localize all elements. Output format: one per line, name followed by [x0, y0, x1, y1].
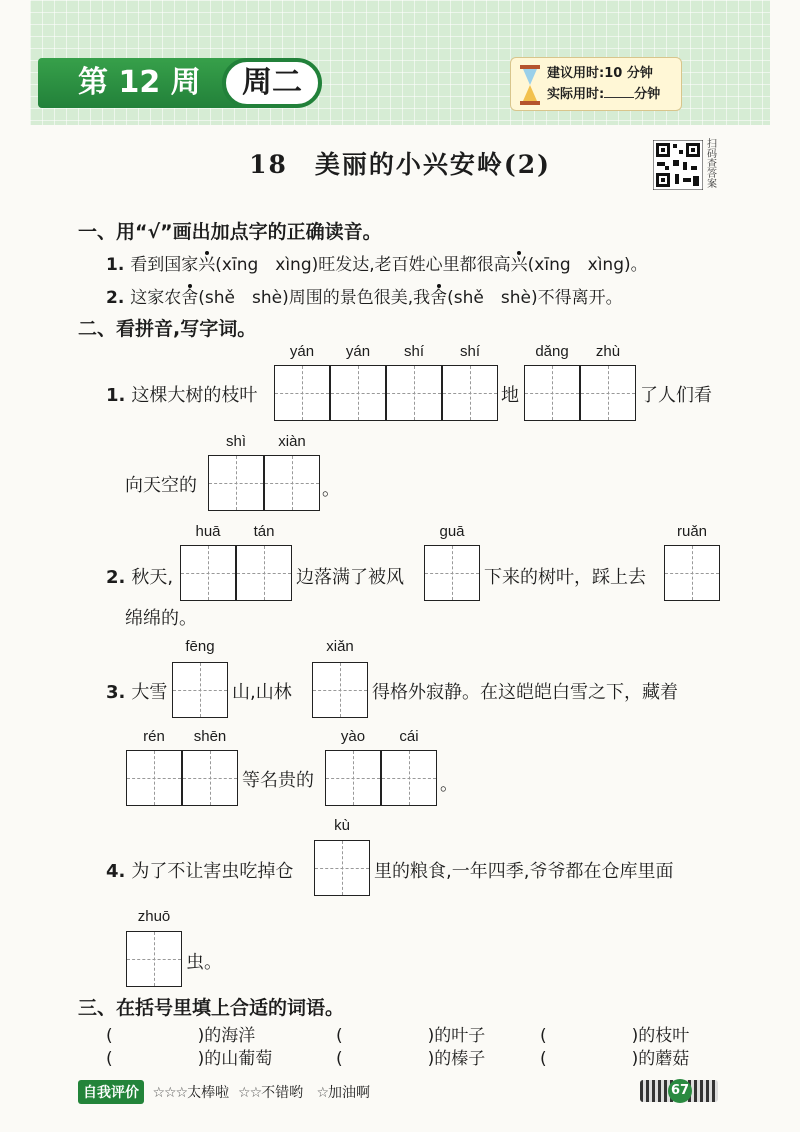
star-icon[interactable]: ☆ — [316, 1085, 329, 1101]
dotted-char: 舍 — [181, 288, 199, 308]
pinyin: guā — [439, 523, 465, 540]
writing-grid[interactable] — [182, 750, 238, 806]
writing-grid[interactable] — [580, 365, 636, 421]
s2q4-text2: 里的粮食,一年四季,爷爷都在仓库里面 — [374, 861, 674, 882]
writing-grid[interactable] — [325, 750, 381, 806]
s2q2-text3: 下来的树叶，踩上去 — [484, 567, 646, 588]
pinyin: rén — [143, 728, 165, 745]
fill-blank[interactable]: ( )的山葡萄 — [106, 1049, 273, 1069]
writing-grid[interactable] — [386, 365, 442, 421]
qr-label: 扫码查答案 — [707, 139, 717, 190]
s2q1-text2: 地 — [501, 385, 519, 406]
pinyin: yán — [289, 343, 315, 360]
pinyin: cái — [399, 728, 419, 745]
pinyin: zhuō — [137, 908, 171, 925]
suggested-time: 建议用时:10 分钟 — [547, 66, 653, 81]
writing-grid[interactable] — [172, 662, 228, 718]
writing-grid[interactable] — [381, 750, 437, 806]
s2q4-text3: 虫。 — [186, 952, 222, 973]
fill-blank[interactable]: ( )的海洋 — [106, 1026, 256, 1046]
s2q3-text5: 。 — [440, 774, 458, 795]
s2q3-text2: 山,山林 — [232, 682, 292, 703]
pinyin: shí — [403, 343, 424, 360]
writing-grid[interactable] — [126, 750, 182, 806]
page-number: 67 — [640, 1080, 718, 1102]
section2-heading: 二、看拼音,写字词。 — [78, 318, 257, 340]
pinyin: xiàn — [278, 433, 306, 450]
writing-grid[interactable] — [208, 455, 264, 511]
pinyin: huā — [195, 523, 221, 540]
pinyin: shí — [459, 343, 480, 360]
pinyin: dǎng — [535, 343, 569, 360]
s2q1-text5: 。 — [322, 479, 340, 500]
dotted-char: 舍 — [430, 288, 448, 308]
fill-blank[interactable]: ( )的叶子 — [336, 1026, 486, 1046]
week-badge: 第 12 周 — [38, 58, 270, 108]
writing-grid[interactable] — [180, 545, 236, 601]
s2q1-text1: 1. 这棵大树的枝叶 — [106, 385, 258, 406]
fill-blank[interactable]: ( )的蘑菇 — [540, 1049, 690, 1069]
writing-grid[interactable] — [312, 662, 368, 718]
pinyin: yào — [340, 728, 366, 745]
s2q3-text3: 得格外寂静。在这皑皑白雪之下，藏着 — [372, 682, 678, 703]
writing-grid[interactable] — [524, 365, 580, 421]
day-badge: 周二 — [222, 58, 322, 108]
s2q3-text4: 等名贵的 — [242, 770, 314, 791]
self-evaluation: 自我评价 ☆☆☆太棒啦 ☆☆不错哟 ☆加油啊 — [78, 1080, 370, 1104]
s2q3-text1: 3. 大雪 — [106, 682, 168, 703]
eval-label: 自我评价 — [78, 1080, 144, 1104]
writing-grid[interactable] — [424, 545, 480, 601]
section1-q1: 1. 看到国家兴(xīng xìng)旺发达,老百姓心里都很高兴(xīng xìng)。 — [106, 255, 648, 275]
section1-q2: 2. 这家农舍(shě shè)周围的景色很美,我舍(shě shè)不得离开。 — [106, 288, 623, 308]
fill-blank[interactable]: ( )的榛子 — [336, 1049, 486, 1069]
writing-grid[interactable] — [274, 365, 330, 421]
writing-grid[interactable] — [664, 545, 720, 601]
section3-heading: 三、在括号里填上合适的词语。 — [78, 997, 345, 1019]
pinyin: zhù — [595, 343, 621, 360]
pinyin: ruǎn — [676, 523, 708, 540]
writing-grid[interactable] — [442, 365, 498, 421]
dotted-char: 兴 — [198, 255, 216, 275]
s2q1-text4: 向天空的 — [125, 475, 197, 496]
writing-grid[interactable] — [314, 840, 370, 896]
s2q1-text3: 了人们看 — [640, 385, 712, 406]
dotted-char: 兴 — [510, 255, 528, 275]
writing-grid[interactable] — [264, 455, 320, 511]
star-icon[interactable]: ☆☆☆ — [152, 1085, 188, 1101]
writing-grid[interactable] — [236, 545, 292, 601]
s2q2-text1: 2. 秋天, — [106, 567, 174, 588]
fill-blank[interactable]: ( )的枝叶 — [540, 1026, 690, 1046]
pinyin: kù — [334, 817, 350, 834]
pinyin: shì — [225, 433, 246, 450]
actual-time: 实际用时: 分钟 — [547, 84, 681, 105]
time-box — [510, 57, 682, 111]
writing-grid[interactable] — [330, 365, 386, 421]
writing-grid[interactable] — [126, 931, 182, 987]
star-icon[interactable]: ☆☆ — [238, 1085, 262, 1101]
s2q2-text2: 边落满了被风 — [296, 567, 404, 588]
s2q2-text4: 绵绵的。 — [125, 608, 197, 629]
pinyin: tán — [253, 523, 275, 540]
lesson-title: 18 美丽的小兴安岭(2) — [249, 150, 551, 179]
qr-code-icon[interactable] — [653, 140, 703, 190]
hourglass-icon — [519, 64, 541, 106]
pinyin: fēng — [185, 638, 215, 655]
pinyin: shēn — [193, 728, 227, 745]
pinyin: yán — [345, 343, 371, 360]
s2q4-text1: 4. 为了不让害虫吃掉仓 — [106, 861, 294, 882]
pinyin: xiǎn — [326, 638, 354, 655]
section1-heading: 一、用“√”画出加点字的正确读音。 — [78, 221, 382, 243]
actual-time-blank[interactable] — [604, 84, 634, 98]
